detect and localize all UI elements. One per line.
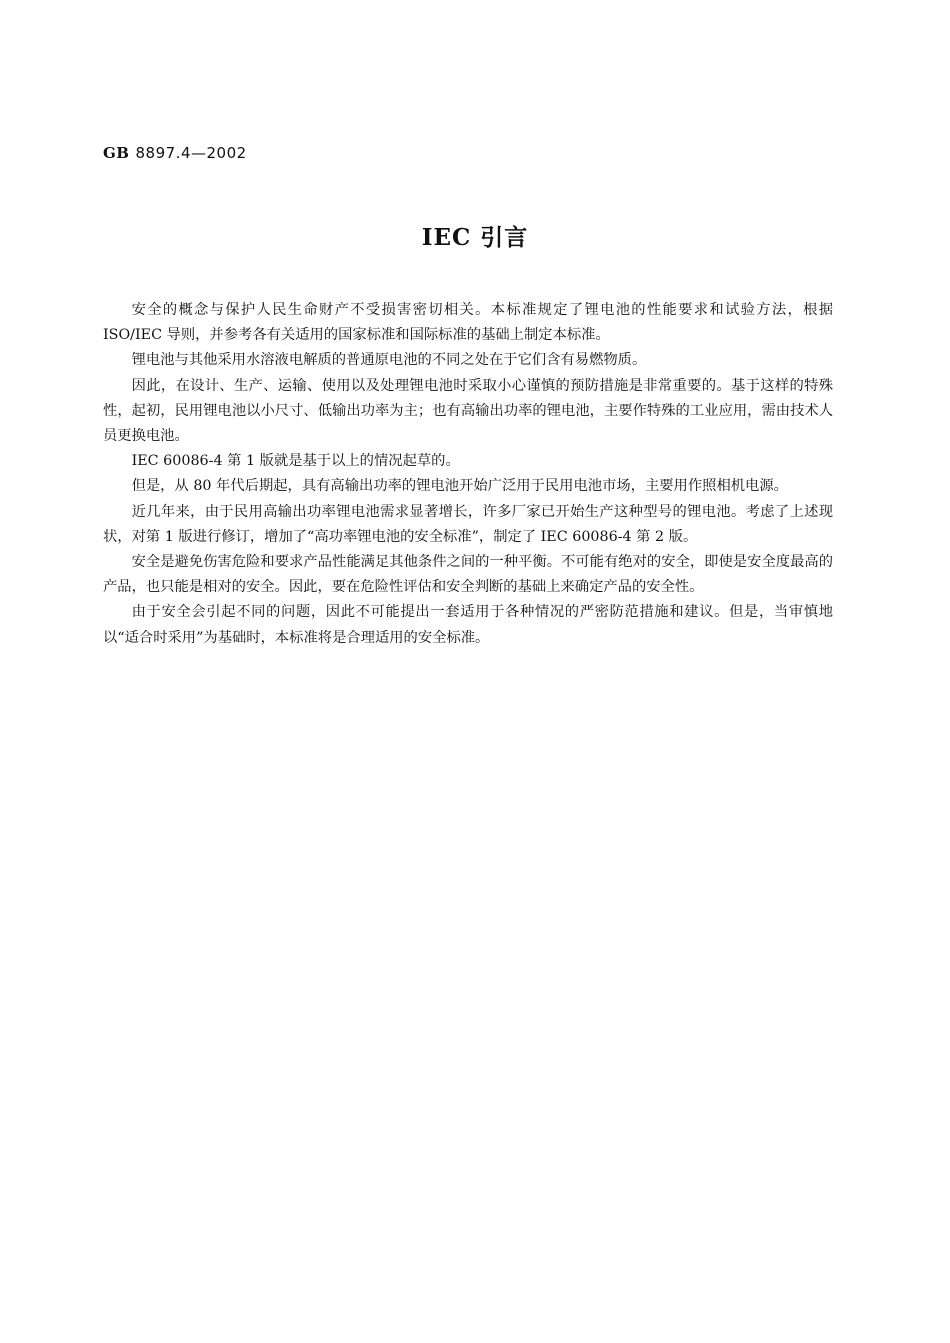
paragraph: 安全是避免伤害危险和要求产品性能满足其他条件之间的一种平衡。不可能有绝对的安全，即使是安全度最高的产品，也只能是相对的安全。因此，要在危险性评估和安全判断的基础上来确定产品的安全性。 xyxy=(103,554,833,596)
standard-number: 8897.4—2002 xyxy=(135,144,247,162)
paragraph: IEC 60086-4 第 1 版就是基于以上的情况起草的。 xyxy=(131,453,460,470)
standard-number-header xyxy=(103,144,247,162)
paragraph: 因此，在设计、生产、运输、使用以及处理锂电池时采取小心谨慎的预防措施是非常重要的。基于这样的特殊性，起初，民用锂电池以小尺寸、低输出功率为主；也有高输出功率的锂电池，主要作特殊的工业应用，需由技术人员更换电池。 xyxy=(103,377,833,445)
standard-prefix: GB xyxy=(103,144,130,162)
page-title: IEC 引言 xyxy=(421,224,529,251)
paragraph: 安全的概念与保护人民生命财产不受损害密切相关。本标准规定了锂电池的性能要求和试验方法，根据 ISO/IEC 导则，并参考各有关适用的国家标准和国际标准的基础上制定本标准。 xyxy=(103,302,833,344)
paragraph: 近几年来，由于民用高输出功率锂电池需求显著增长，许多厂家已开始生产这种型号的锂电池。考虑了上述现状，对第 1 版进行修订，增加了“高功率锂电池的安全标准”，制定了 IEC 60086-4 第 2 版。 xyxy=(103,503,833,545)
paragraph: 由于安全会引起不同的问题，因此不可能提出一套适用于各种情况的严密防范措施和建议。但是，当审慎地以“适合时采用”为基础时，本标准将是合理适用的安全标准。 xyxy=(103,604,833,646)
body-text xyxy=(103,298,833,651)
paragraph: 锂电池与其他采用水溶液电解质的普通原电池的不同之处在于它们含有易燃物质。 xyxy=(131,352,647,369)
paragraph: 但是，从 80 年代后期起，具有高输出功率的锂电池开始广泛用于民用电池市场，主要用作照相机电源。 xyxy=(131,478,788,495)
